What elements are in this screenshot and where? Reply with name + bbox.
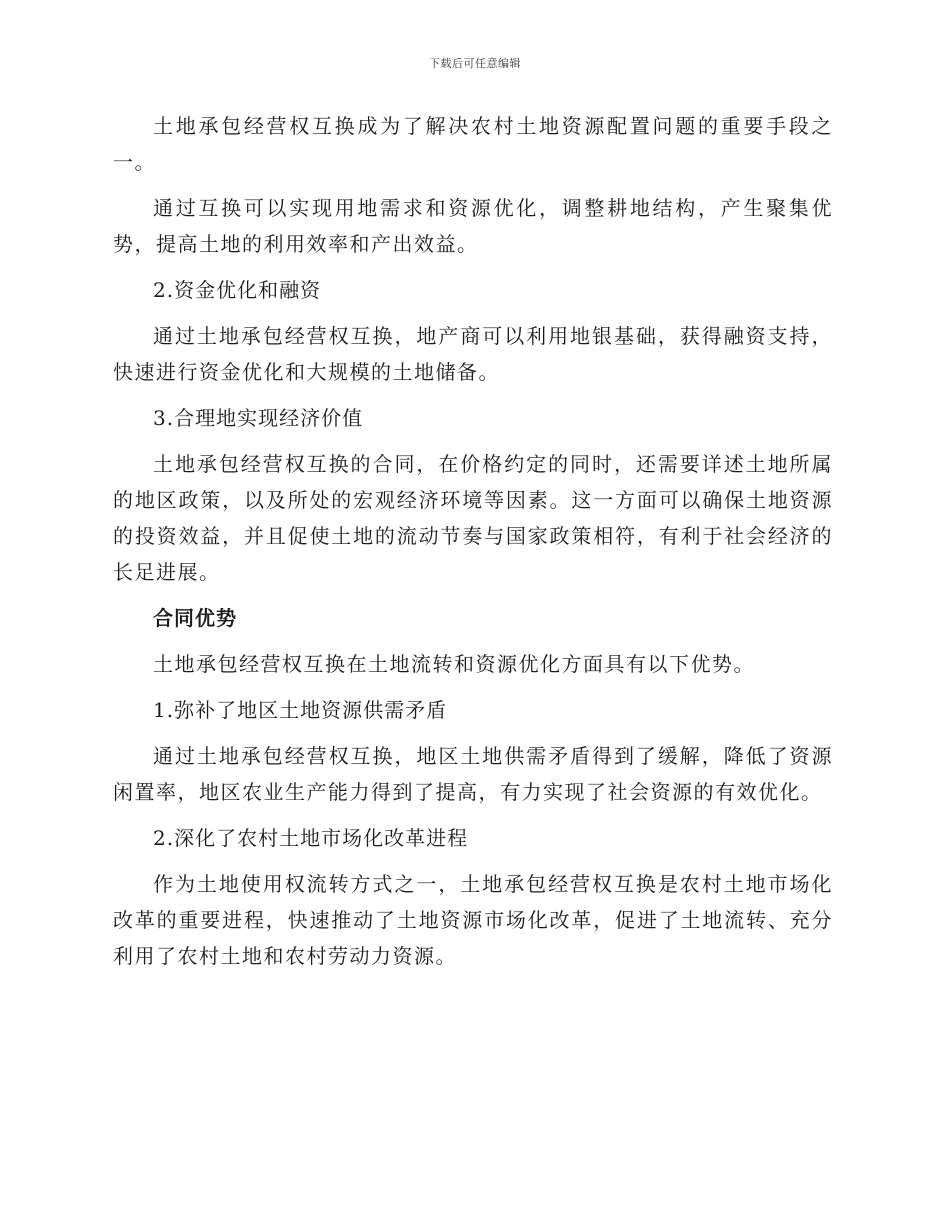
page-header: 下载后可任意编辑 <box>429 57 521 70</box>
section-heading: 合同优势 <box>153 606 237 630</box>
paragraph: 通过互换可以实现用地需求和资源优化，调整耕地结构，产生聚集优势，提高土地的利用效率和产出效益。 <box>113 196 833 256</box>
paragraph: 土地承包经营权互换在土地流转和资源优化方面具有以下优势。 <box>153 652 755 676</box>
numbered-item: 2.资金优化和融资 <box>153 278 322 302</box>
paragraph: 通过土地承包经营权互换，地产商可以利用地银基础，获得融资支持，快速进行资金优化和大规模的土地储备。 <box>113 324 833 384</box>
paragraph: 土地承包经营权互换成为了解决农村土地资源配置问题的重要手段之一。 <box>113 114 833 174</box>
numbered-item: 1.弥补了地区土地资源供需矛盾 <box>153 698 448 722</box>
paragraph: 作为土地使用权流转方式之一，土地承包经营权互换是农村土地市场化改革的重要进程，快速推动了土地资源市场化改革，促进了土地流转、充分利用了农村土地和农村劳动力资源。 <box>113 872 833 968</box>
numbered-item: 2.深化了农村土地市场化改革进程 <box>153 826 469 850</box>
paragraph: 通过土地承包经营权互换，地区土地供需矛盾得到了缓解，降低了资源闲置率，地区农业生产能力得到了提高，有力实现了社会资源的有效优化。 <box>113 744 833 804</box>
document-body <box>113 108 833 984</box>
numbered-item: 3.合理地实现经济价值 <box>153 406 364 430</box>
paragraph: 土地承包经营权互换的合同，在价格约定的同时，还需要详述土地所属的地区政策，以及所处的宏观经济环境等因素。这一方面可以确保土地资源的投资效益，并且促使土地的流动节奏与国家政策相符，有利于社会经济的长足进展。 <box>113 452 833 584</box>
